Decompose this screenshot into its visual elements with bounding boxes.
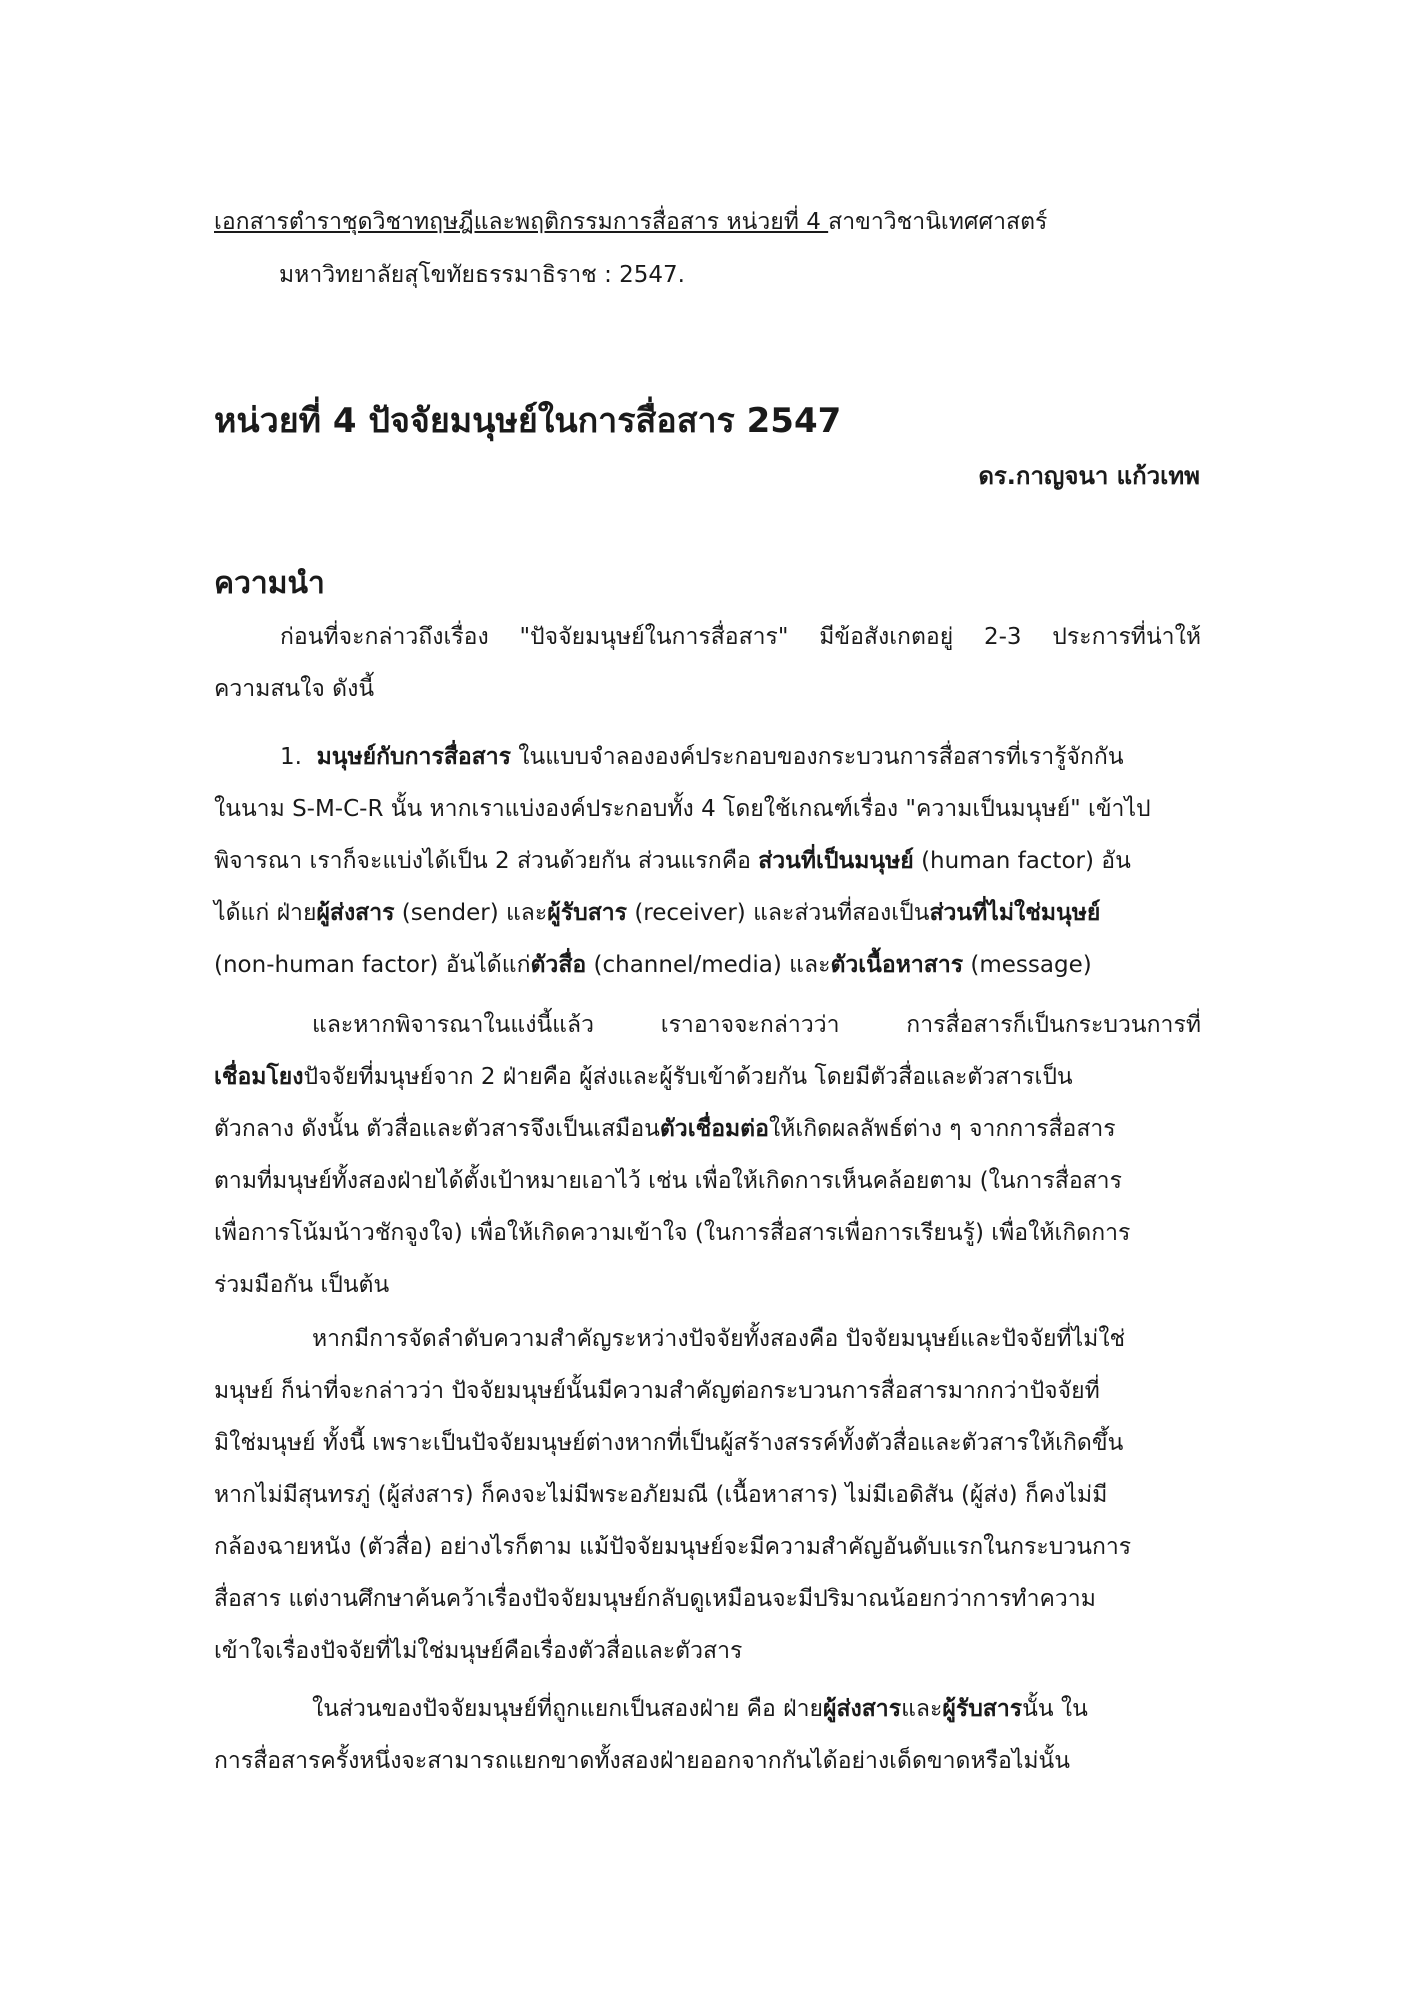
list-number: 1. xyxy=(280,744,302,770)
reference-line xyxy=(214,205,1047,239)
text: พิจารณา เราก็จะแบ่งได้เป็น 2 ส่วนด้วยกัน ส่วนแรกคือ xyxy=(214,848,759,874)
word: เราอาจจะกล่าวว่า xyxy=(660,1012,840,1038)
bold-term: ส่วนที่เป็นมนุษย์ xyxy=(758,848,914,874)
bold-term: ตัวเชื่อมต่อ xyxy=(659,1116,769,1142)
text: ปัจจัยที่มนุษย์จาก 2 ฝ่ายคือ ผู้ส่งและผู้รับเข้าด้วยกัน โดยมีตัวสื่อและตัวสารเป็น xyxy=(303,1064,1073,1090)
bold-term: เชื่อมโยง xyxy=(214,1064,304,1090)
paragraph-3-line-3 xyxy=(214,1112,1116,1146)
word: ประการที่น่าให้ xyxy=(1052,624,1201,650)
text: ได้แก่ ฝ่าย xyxy=(214,900,317,926)
text: (sender) และ xyxy=(394,900,548,926)
page-title: หน่วยที่ 4 ปัจจัยมนุษย์ในการสื่อสาร 2547 xyxy=(214,401,842,441)
word: มีข้อสังเกตอยู่ xyxy=(819,624,954,650)
paragraph-5-line-2: การสื่อสารครั้งหนึ่งจะสามารถแยกขาดทั้งสองฝ่ายออกจากกันได้อย่างเด็ดขาดหรือไม่นั้น xyxy=(214,1748,1070,1774)
word: ก่อนที่จะกล่าวถึงเรื่อง xyxy=(280,624,489,650)
paragraph-5-line-1 xyxy=(312,1692,1088,1726)
paragraph-2-line-1 xyxy=(280,740,1124,774)
reference-title: เอกสารตำราชุดวิชาทฤษฎีและพฤติกรรมการสื่อสาร หน่วยที่ 4 xyxy=(214,209,829,235)
text: และ xyxy=(901,1696,943,1722)
text: (channel/media) และ xyxy=(586,952,831,978)
bold-term: ตัวสื่อ xyxy=(530,952,587,978)
text: (non-human factor) อันได้แก่ xyxy=(214,952,531,978)
reference-publisher: มหาวิทยาลัยสุโขทัยธรรมาธิราช : 2547. xyxy=(279,262,685,288)
bold-term: ส่วนที่ไม่ใช่มนุษย์ xyxy=(929,900,1101,926)
paragraph-4-line-3: มิใช่มนุษย์ ทั้งนี้ เพราะเป็นปัจจัยมนุษย์ต่างหากที่เป็นผู้สร้างสรรค์ทั้งตัวสื่อและตัวสารให้เกิดขึ้น xyxy=(214,1430,1124,1456)
word: การสื่อสารก็เป็นกระบวนการที่ xyxy=(906,1012,1201,1038)
word: และหากพิจารณาในแง่นี้แล้ว xyxy=(312,1012,594,1038)
paragraph-4-line-4: หากไม่มีสุนทรภู่ (ผู้ส่งสาร) ก็คงจะไม่มีพระอภัยมณี (เนื้อหาสาร) ไม่มีเอดิสัน (ผู้ส่ง) ก็คงไม่มี xyxy=(214,1482,1108,1508)
word: "ปัจจัยมนุษย์ในการสื่อสาร" xyxy=(519,624,789,650)
text: (message) xyxy=(963,952,1092,978)
paragraph-3-line-6: ร่วมมือกัน เป็นต้น xyxy=(214,1272,390,1298)
text: ในแบบจำลององค์ประกอบของกระบวนการสื่อสารที่เรารู้จักกัน xyxy=(510,744,1124,770)
paragraph-3-line-1 xyxy=(312,1008,1201,1042)
paragraph-1-line-2: ความสนใจ ดังนี้ xyxy=(214,676,375,702)
paragraph-4-line-6: สื่อสาร แต่งานศึกษาค้นคว้าเรื่องปัจจัยมนุษย์กลับดูเหมือนจะมีปริมาณน้อยกว่าการทำความ xyxy=(214,1586,1096,1612)
paragraph-2-line-2: ในนาม S-M-C-R นั้น หากเราแบ่งองค์ประกอบทั้ง 4 โดยใช้เกณฑ์เรื่อง "ความเป็นมนุษย์" เข้าไป xyxy=(214,796,1151,822)
text: ในส่วนของปัจจัยมนุษย์ที่ถูกแยกเป็นสองฝ่าย คือ ฝ่าย xyxy=(312,1696,824,1722)
bold-term: ตัวเนื้อหาสาร xyxy=(830,952,964,978)
text: นั้น ใน xyxy=(1022,1696,1088,1722)
author-name: ดร.กาญจนา แก้วเทพ xyxy=(978,462,1200,490)
paragraph-2-line-4 xyxy=(214,896,1100,930)
paragraph-4-line-7: เข้าใจเรื่องปัจจัยที่ไม่ใช่มนุษย์คือเรื่องตัวสื่อและตัวสาร xyxy=(214,1638,743,1664)
paragraph-2-line-5 xyxy=(214,948,1092,982)
text: (human factor) อัน xyxy=(913,848,1131,874)
text: (receiver) และส่วนที่สองเป็น xyxy=(627,900,930,926)
text: ให้เกิดผลลัพธ์ต่าง ๆ จากการสื่อสาร xyxy=(768,1116,1116,1142)
paragraph-3-line-2 xyxy=(214,1060,1073,1094)
bold-term: ผู้รับสาร xyxy=(547,900,628,926)
section-title: ความนำ xyxy=(214,566,325,601)
word: 2-3 xyxy=(983,624,1022,650)
paragraph-4-line-1: หากมีการจัดลำดับความสำคัญระหว่างปัจจัยทั้งสองคือ ปัจจัยมนุษย์และปัจจัยที่ไม่ใช่ xyxy=(312,1326,1126,1352)
bold-term: ผู้รับสาร xyxy=(942,1696,1023,1722)
paragraph-2-line-3 xyxy=(214,844,1131,878)
bold-term: ผู้ส่งสาร xyxy=(316,900,395,926)
paragraph-4-line-5: กล้องฉายหนัง (ตัวสื่อ) อย่างไรก็ตาม แม้ปัจจัยมนุษย์จะมีความสำคัญอันดับแรกในกระบวนการ xyxy=(214,1534,1132,1560)
bold-term: มนุษย์กับการสื่อสาร xyxy=(316,744,511,770)
paragraph-4-line-2: มนุษย์ ก็น่าที่จะกล่าวว่า ปัจจัยมนุษย์นั้นมีความสำคัญต่อกระบวนการสื่อสารมากกว่าปัจจัยที่ xyxy=(214,1378,1100,1404)
reference-department: สาขาวิชานิเทศศาสตร์ xyxy=(828,209,1048,235)
bold-term: ผู้ส่งสาร xyxy=(823,1696,902,1722)
paragraph-3-line-5: เพื่อการโน้มน้าวชักจูงใจ) เพื่อให้เกิดความเข้าใจ (ในการสื่อสารเพื่อการเรียนรู้) เพื่อให้เกิดการ xyxy=(214,1220,1131,1246)
paragraph-3-line-4: ตามที่มนุษย์ทั้งสองฝ่ายได้ตั้งเป้าหมายเอาไว้ เช่น เพื่อให้เกิดการเห็นคล้อยตาม (ในการสื่อสาร xyxy=(214,1168,1122,1194)
text: ตัวกลาง ดังนั้น ตัวสื่อและตัวสารจึงเป็นเสมือน xyxy=(214,1116,660,1142)
paragraph-1-line-1 xyxy=(280,620,1201,654)
